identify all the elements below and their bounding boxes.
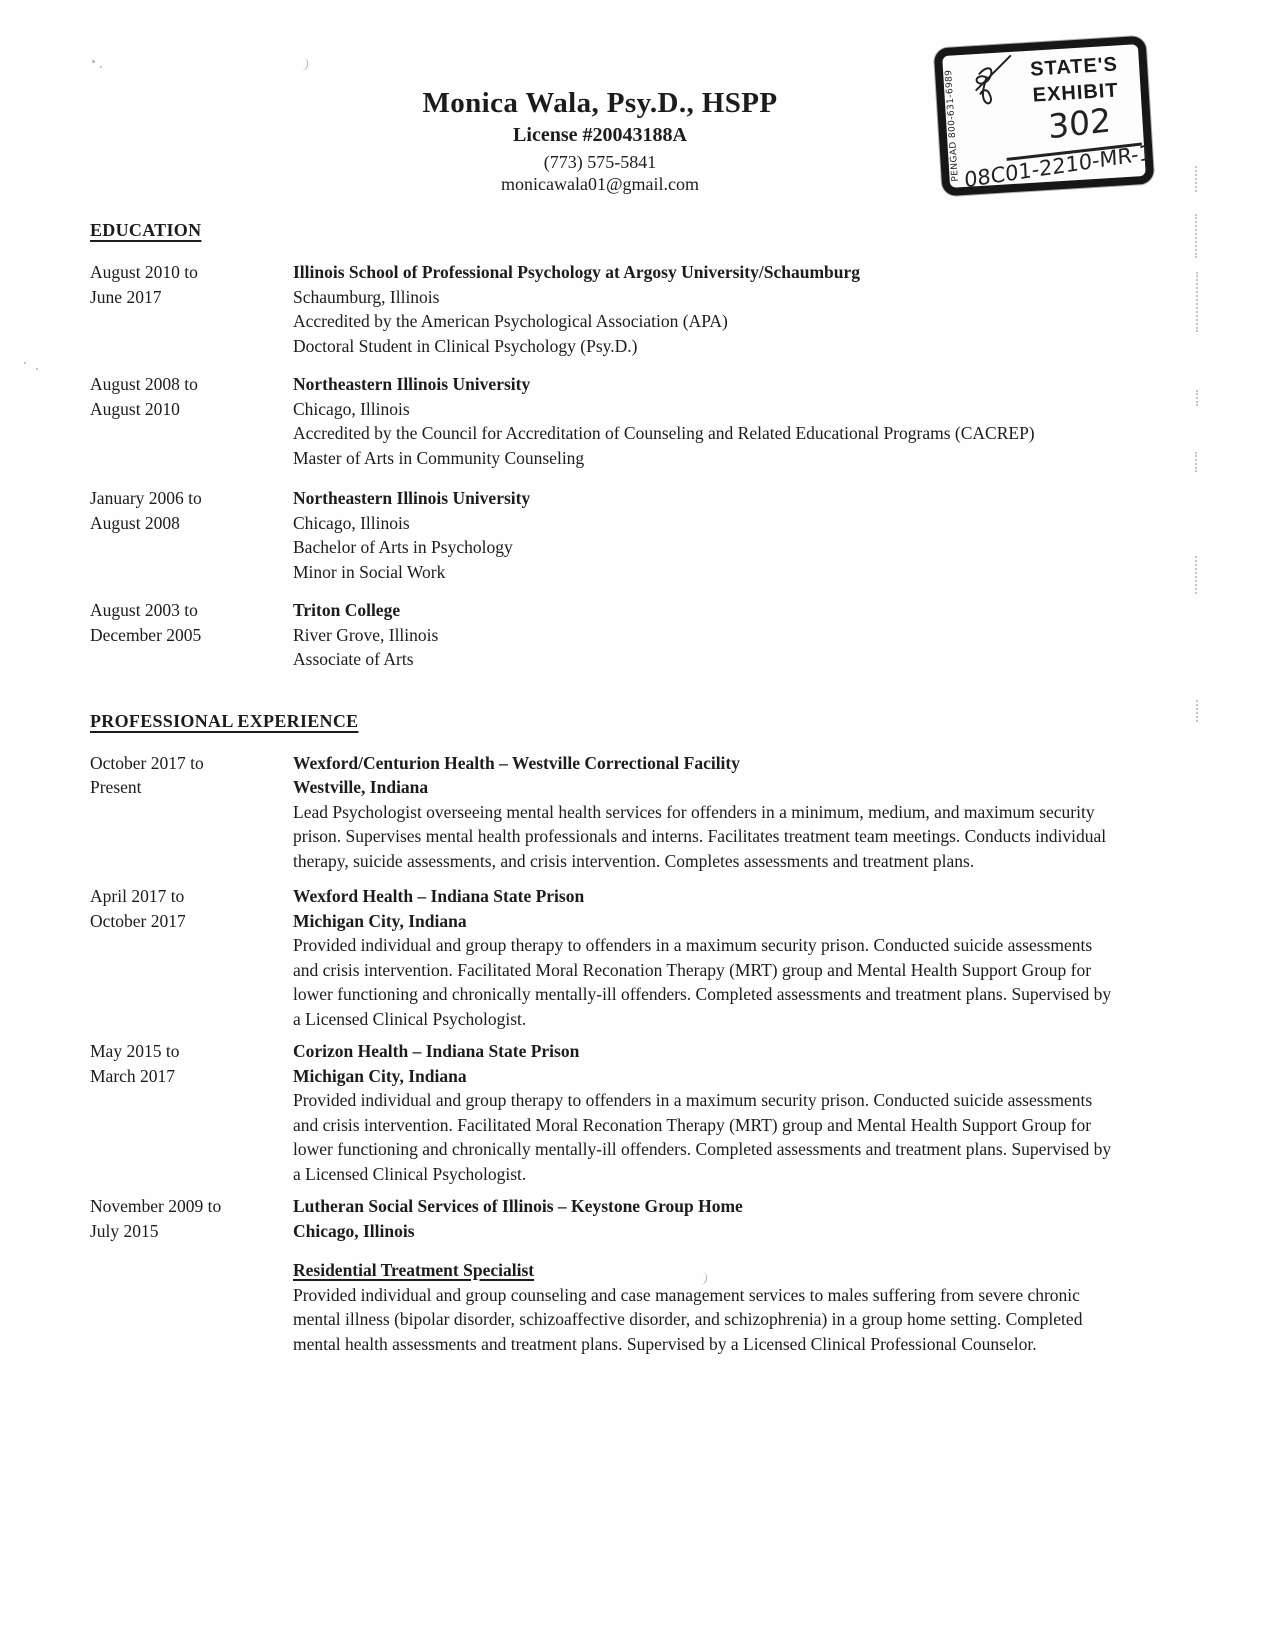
job-description: Provided individual and group therapy to offenders in a maximum security prison. Conducted suicide assessments and crisis intervention. Facilitated Moral Reconation Therapy (MRT) group and Mental Health Support Group for lower functioning and chronically mentally-ill offenders. Completed assessments and treatment plans. Supervised by a Licensed Clinical Psychologist.: [293, 935, 1112, 1029]
education-entry: [90, 598, 1200, 672]
scan-speck: [36, 368, 38, 370]
entry-body: [293, 372, 1115, 470]
detail-line: Bachelor of Arts in Psychology: [293, 537, 513, 557]
date-line: October 2017 to: [90, 752, 204, 773]
employer-name: Lutheran Social Services of Illinois – Keystone Group Home: [293, 1196, 743, 1216]
date-line: August 2010 to: [90, 262, 198, 282]
document-body: [90, 218, 1200, 1356]
scan-artifact-dots: [1195, 166, 1197, 192]
entry-body: [293, 884, 1115, 1031]
school-name: Northeastern Illinois University: [293, 488, 531, 508]
exhibit-stamp: [934, 36, 1155, 197]
license-number: License #20043188A: [513, 124, 687, 146]
exhibit-number: 302: [1047, 100, 1112, 147]
scan-artifact-dots: [1195, 214, 1197, 258]
experience-entry: [90, 884, 1200, 1031]
school-name: Triton College: [293, 600, 401, 620]
detail-line: Master of Arts in Community Counseling: [293, 447, 585, 468]
phone-number: (773) 575-5841: [543, 152, 657, 172]
date-line: January 2006 to: [90, 488, 202, 508]
entry-dates: [90, 372, 293, 470]
job-description: Provided individual and group counseling and case management services to males suffering from severe chronic mental illness (bipolar disorder, schizoaffective disorder, and schizophrenia) in a group home setting. Completed mental health assessments and treatment plans. Supervised by a Licensed Clinical Professional Counselor.: [293, 1284, 1083, 1354]
entry-dates: [90, 1039, 293, 1186]
scan-artifact-dots: [1195, 452, 1197, 472]
detail-line: Accredited by the American Psychological Association (APA): [293, 311, 728, 331]
job-title: Residential Treatment Specialist: [293, 1260, 535, 1280]
scan-artifact-dots: [1196, 272, 1198, 332]
date-line: April 2017 to: [90, 886, 185, 906]
person-name: Monica Wala, Psy.D., HSPP: [422, 87, 778, 119]
entry-body: [293, 1039, 1115, 1186]
entry-body: [293, 751, 1115, 874]
date-line: December 2005: [90, 624, 202, 645]
employer-location: Michigan City, Indiana: [293, 910, 467, 931]
date-line: August 2008 to: [90, 374, 198, 394]
employer-location: Westville, Indiana: [293, 777, 429, 797]
employer-location: Michigan City, Indiana: [293, 1065, 467, 1086]
case-number: 08C01-2210-MR-1: [963, 140, 1153, 193]
scan-speck: [24, 362, 26, 364]
employer-name: Wexford Health – Indiana State Prison: [293, 886, 585, 906]
entry-body: [293, 486, 1115, 584]
detail-line: Doctoral Student in Clinical Psychology (Psy.D.): [293, 335, 638, 356]
date-line: Present: [90, 777, 142, 797]
experience-heading: PROFESSIONAL EXPERIENCE: [90, 710, 359, 731]
entry-dates: [90, 598, 293, 672]
date-line: June 2017: [90, 286, 162, 307]
detail-line: Schaumburg, Illinois: [293, 286, 440, 307]
entry-dates: [90, 486, 293, 584]
entry-dates: [90, 1194, 293, 1356]
scan-artifact-dots: [1196, 390, 1198, 406]
handwritten-initials: [960, 54, 1020, 123]
employer-name: Corizon Health – Indiana State Prison: [293, 1041, 580, 1061]
entry-body: [293, 260, 1115, 358]
job-description: Lead Psychologist overseeing mental health services for offenders in a minimum, medium, and maximum security prison. Supervises mental health professionals and interns. Facilitates treatment team meetings. Conducts individual therapy, suicide assessments, and crisis intervention. Completes assessments and treatment plans.: [293, 801, 1107, 871]
date-line: August 2008: [90, 512, 180, 533]
date-line: August 2010: [90, 398, 180, 419]
scan-speck: [92, 60, 95, 63]
detail-line: Chicago, Illinois: [293, 512, 410, 533]
detail-line: Chicago, Illinois: [293, 398, 410, 419]
stamp-vendor-text: PENGAD 800-631-6989: [943, 69, 961, 182]
date-line: November 2009 to: [90, 1196, 222, 1216]
education-entry: [90, 486, 1200, 584]
date-line: May 2015 to: [90, 1041, 180, 1061]
education-entry: [90, 260, 1200, 358]
stamp-label-line2: EXHIBIT: [1032, 79, 1120, 107]
entry-dates: [90, 751, 293, 874]
date-line: July 2015: [90, 1220, 159, 1241]
stamp-label-line1: STATE'S: [1029, 53, 1119, 81]
date-line: March 2017: [90, 1065, 176, 1086]
experience-entry: [90, 751, 1200, 874]
scan-speck: [300, 57, 310, 71]
employer-location: Chicago, Illinois: [293, 1220, 415, 1241]
detail-line: Accredited by the Council for Accreditation of Counseling and Related Educational Programs (CACREP): [293, 423, 1035, 443]
scan-artifact-dots: [1196, 700, 1198, 722]
date-line: August 2003 to: [90, 600, 198, 620]
school-name: Northeastern Illinois University: [293, 374, 531, 394]
education-entry: [90, 372, 1200, 470]
school-name: Illinois School of Professional Psychology at Argosy University/Schaumburg: [293, 262, 861, 282]
detail-line: Minor in Social Work: [293, 561, 446, 582]
experience-entry: [90, 1194, 1200, 1356]
experience-entry: [90, 1039, 1200, 1186]
scan-artifact-dots: [1195, 556, 1197, 594]
entry-dates: [90, 260, 293, 358]
scan-speck: [100, 66, 102, 68]
education-heading: EDUCATION: [90, 220, 202, 240]
employer-name: Wexford/Centurion Health – Westville Correctional Facility: [293, 752, 741, 773]
entry-body: [293, 598, 1115, 672]
detail-line: Associate of Arts: [293, 649, 414, 669]
email-address: monicawala01@gmail.com: [500, 174, 700, 194]
job-description: Provided individual and group therapy to offenders in a maximum security prison. Conducted suicide assessments and crisis intervention. Facilitated Moral Reconation Therapy (MRT) group and Mental Health Support Group for lower functioning and chronically mentally-ill offenders. Completed assessments and treatment plans. Supervised by a Licensed Clinical Psychologist.: [293, 1090, 1112, 1184]
date-line: October 2017: [90, 910, 186, 931]
entry-dates: [90, 884, 293, 1031]
detail-line: River Grove, Illinois: [293, 624, 439, 645]
